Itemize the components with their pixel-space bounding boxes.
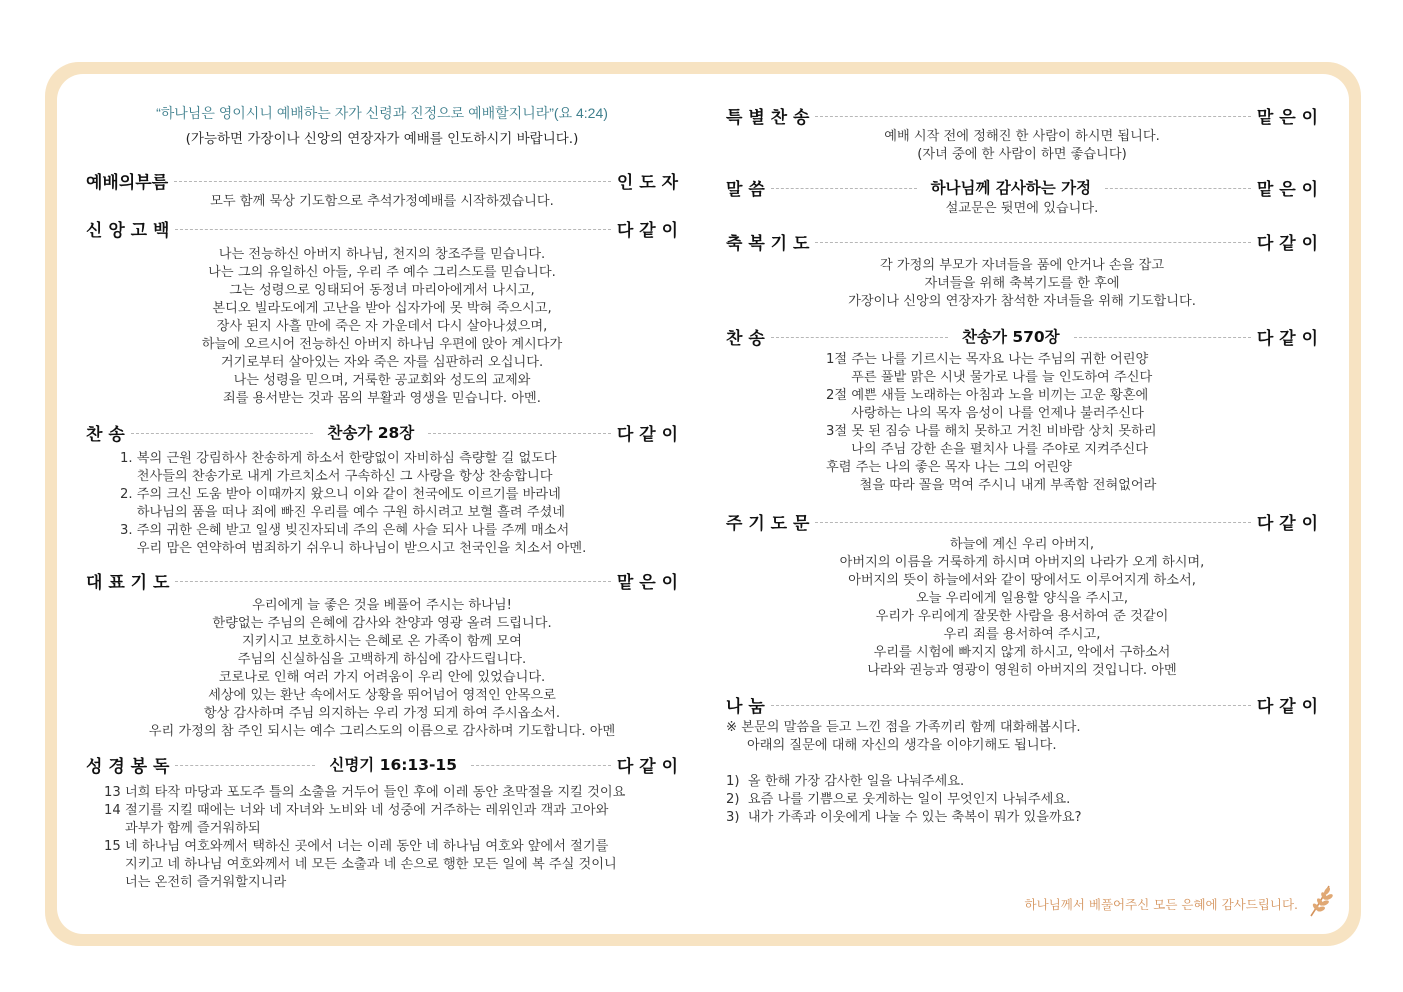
leader-note: (가능하면 가장이나 신앙의 연장자가 예배를 인도하시기 바랍니다.) — [185, 131, 579, 147]
text-line: 1) 올 한해 가장 감사한 일을 나눠주세요. — [726, 774, 965, 789]
hymn-lyrics — [826, 351, 1403, 495]
divider — [1074, 337, 1251, 338]
text-line: 2) 요즘 나를 기쁨으로 웃게하는 일이 무엇인지 나눠주세요. — [726, 792, 1071, 807]
scripture-quote: “하나님은 영이시니 예배하는 자가 신령과 진정으로 예배할지니라”(요 4:24) — [156, 105, 608, 121]
text-line: 3절 못 된 짐승 나를 해치 못하고 거친 비바람 상치 못하리 — [826, 424, 1157, 439]
section-role: 다 같 이 — [1256, 233, 1318, 254]
section-label: 대 표 기 도 — [86, 572, 170, 593]
section-role: 다 같 이 — [616, 424, 679, 445]
text-line: 오늘 우리에게 일용할 양식을 주시고, — [915, 591, 1129, 606]
wheat-icon — [1305, 882, 1335, 918]
text-line: 후렴 주는 나의 좋은 목자 나는 그의 어린양 — [826, 460, 1072, 475]
section-creed — [86, 216, 678, 240]
section-hymn-570 — [726, 324, 1318, 348]
text-line: 우리 죄를 용서하여 주시고, — [943, 627, 1101, 642]
section-sharing — [726, 692, 1318, 716]
text-line: 본디오 빌라도에게 고난을 받아 십자가에 못 박혀 죽으시고, — [212, 301, 552, 316]
text-line: 우리를 시험에 빠지지 않게 하시고, 악에서 구하소서 — [873, 645, 1171, 660]
section-role: 다 같 이 — [1256, 328, 1318, 349]
text-line: 나는 성령을 믿으며, 거룩한 공교회와 성도의 교제와 — [233, 373, 531, 388]
text-line: 가장이나 신앙의 연장자가 참석한 자녀들을 위해 기도합니다. — [848, 294, 1196, 309]
text-line: 우리가 우리에게 잘못한 사람을 용서하여 준 것같이 — [875, 609, 1169, 624]
text-line: 세상에 있는 환난 속에서도 상황을 뛰어넘어 영적인 안목으로 — [208, 688, 556, 703]
divider — [174, 181, 611, 182]
hymn-title: 찬송가 570장 — [954, 325, 1068, 347]
divider — [815, 116, 1250, 117]
divider — [175, 229, 610, 230]
text-line: 1절 주는 나를 기르시는 목자요 나는 주님의 귀한 어린양 — [826, 352, 1149, 367]
section-label: 찬 송 — [86, 424, 125, 445]
text-line: 사랑하는 나의 목자 음성이 나를 언제나 불러주신다 — [826, 406, 1144, 421]
section-label: 찬 송 — [726, 328, 765, 349]
text-line: 코로나로 인해 여러 가지 어려움이 우리 안에 있었습니다. — [218, 670, 546, 685]
section-role: 맡 은 이 — [1256, 179, 1318, 200]
creed-text — [86, 246, 678, 408]
section-role: 다 같 이 — [616, 220, 678, 241]
section-label: 축 복 기 도 — [726, 233, 810, 254]
section-role: 맡 은 이 — [1256, 107, 1318, 128]
text-line: 2. 주의 크신 도움 받아 이때까지 왔으니 이와 같이 천국에도 이르기를 바라네 — [120, 487, 561, 502]
text-line: 아버지의 이름을 거룩하게 하시며 아버지의 나라가 오게 하시며, — [839, 555, 1205, 570]
section-role: 인 도 자 — [616, 172, 678, 193]
divider — [175, 765, 315, 766]
section-role: 다 같 이 — [616, 756, 679, 777]
section-role: 맡 은 이 — [616, 572, 678, 593]
text-line: 3) 내가 가족과 이웃에게 나눌 수 있는 축복이 뭐가 있을까요? — [726, 810, 1082, 825]
divider — [175, 581, 610, 582]
special-music-text — [726, 128, 1318, 164]
divider — [131, 433, 314, 434]
text-line: 한량없는 주님의 은혜에 감사와 찬양과 영광 올려 드립니다. — [212, 616, 552, 631]
text-line: 죄를 용서받는 것과 몸의 부활과 영생을 믿습니다. 아멘. — [223, 391, 541, 406]
text-line: 하늘에 오르시어 전능하신 아버지 하나님 우편에 앉아 계시다가 — [201, 337, 563, 352]
section-label: 주 기 도 문 — [726, 513, 810, 534]
text-line: 우리 가정의 참 주인 되시는 예수 그리스도의 이름으로 감사하며 기도합니다. 아멘 — [148, 724, 616, 739]
divider — [815, 522, 1250, 523]
text-line: 예배 시작 전에 정해진 한 사람이 하시면 됩니다. — [884, 129, 1160, 144]
divider — [428, 433, 611, 434]
sermon-note: 설교문은 뒷면에 있습니다. — [945, 201, 1099, 216]
text-line: 아래의 질문에 대해 자신의 생각을 이야기해도 됩니다. — [726, 738, 1057, 753]
sermon-title: 하나님께 감사하는 가정 — [923, 176, 1100, 198]
text-line: 13 너희 타작 마당과 포도주 틀의 소출을 거두어 들인 후에 이레 동안 초막절을 지킬 것이요 — [104, 785, 626, 800]
section-sermon — [726, 175, 1318, 199]
section-role: 다 같 이 — [1256, 696, 1318, 717]
text-line: 천사들의 찬송가로 내게 가르치소서 구속하신 그 사랑을 항상 찬송합니다 — [120, 469, 553, 484]
text-line: 각 가정의 부모가 자녀들을 품에 안거나 손을 잡고 — [879, 258, 1165, 273]
text-line: 3. 주의 귀한 은혜 받고 일생 빚진자되네 주의 은혜 사슬 되사 나를 주께 매소서 — [120, 523, 570, 538]
section-label: 말 씀 — [726, 179, 765, 200]
blessing-text — [726, 257, 1318, 311]
text-line: 아버지의 뜻이 하늘에서와 같이 땅에서도 이루어지게 하소서, — [848, 573, 1196, 588]
text-line: 우리 맘은 연약하여 범죄하기 쉬우니 하나님이 받으시고 천국인을 치소서 아멘. — [120, 541, 587, 556]
section-scripture-reading — [86, 752, 678, 776]
text-line: 거기로부터 살아있는 자와 죽은 자를 심판하러 오십니다. — [220, 355, 544, 370]
divider — [471, 765, 611, 766]
footer-thanks: 하나님께서 베풀어주신 모든 은혜에 감사드립니다. — [1024, 897, 1298, 912]
text-line: 1. 복의 근원 강림하사 찬송하게 하소서 한량없이 자비하심 측량할 길 없도다 — [120, 451, 557, 466]
section-representative-prayer — [86, 568, 678, 592]
text-line: 푸른 풀밭 맑은 시냇 물가로 나를 늘 인도하여 주신다 — [826, 370, 1153, 385]
section-label: 성 경 봉 독 — [86, 756, 170, 777]
text-line: 과부가 함께 즐거워하되 — [104, 821, 261, 836]
text-line — [726, 755, 1318, 773]
text-line: 나는 전능하신 아버지 하나님, 천지의 창조주를 믿습니다. — [218, 247, 546, 262]
prayer-text — [86, 597, 678, 741]
divider — [771, 705, 1251, 706]
divider — [815, 242, 1250, 243]
scripture-text — [104, 784, 696, 892]
text-line: 2절 예쁜 새들 노래하는 아침과 노을 비끼는 고운 황혼에 — [826, 388, 1149, 403]
text-line: 철을 따라 꼴을 먹여 주시니 내게 부족함 전혀없어라 — [826, 478, 1157, 493]
text-line: 15 네 하나님 여호와께서 택하신 곳에서 너는 이레 동안 네 하나님 여호와 앞에서 절기를 — [104, 839, 609, 854]
hymn-lyrics — [120, 450, 712, 558]
text-line: 그는 성령으로 잉태되어 동정녀 마리아에게서 나시고, — [229, 283, 535, 298]
text-line: 주님의 신실하심을 고백하게 하심에 감사드립니다. — [237, 652, 527, 667]
section-label: 나 눔 — [726, 696, 765, 717]
text-line: 나의 주님 강한 손을 펼치사 나를 주야로 지켜주신다 — [826, 442, 1149, 457]
section-special-music — [726, 103, 1318, 127]
text-line: (자녀 중에 한 사람이 하면 좋습니다) — [917, 147, 1127, 162]
call-text: 모두 함께 묵상 기도함으로 추석가정예배를 시작하겠습니다. — [210, 194, 554, 209]
lords-prayer-text — [726, 536, 1318, 680]
hymn-title: 찬송가 28장 — [319, 421, 422, 443]
text-line: 하늘에 계신 우리 아버지, — [949, 537, 1095, 552]
text-line: 나라와 권능과 영광이 영원히 아버지의 것입니다. 아멘 — [867, 663, 1177, 678]
text-line: 14 절기를 지킬 때에는 너와 네 자녀와 노비와 네 성중에 거주하는 레위인과 객과 고아와 — [104, 803, 609, 818]
text-line: ※ 본문의 말씀을 듣고 느낀 점을 가족끼리 함께 대화해봅시다. — [726, 720, 1081, 735]
section-label: 특 별 찬 송 — [726, 107, 810, 128]
section-role: 다 같 이 — [1256, 513, 1318, 534]
sharing-text — [726, 719, 1318, 827]
divider — [771, 188, 917, 189]
section-label: 신 앙 고 백 — [86, 220, 170, 241]
text-line: 하나님의 품을 떠나 죄에 빠진 우리를 예수 구원 하시려고 보혈 흘려 주셨네 — [120, 505, 566, 520]
text-line: 나는 그의 유일하신 아들, 우리 주 예수 그리스도를 믿습니다. — [208, 265, 556, 280]
text-line: 지키시고 보호하시는 은혜로 온 가족이 함께 모여 — [242, 634, 522, 649]
section-blessing-prayer — [726, 229, 1318, 253]
text-line: 우리에게 늘 좋은 것을 베풀어 주시는 하나님! — [252, 598, 512, 613]
text-line: 자녀들을 위해 축복기도를 한 후에 — [924, 276, 1120, 291]
text-line: 장사 된지 사흘 만에 죽은 자 가운데서 다시 살아나셨으며, — [216, 319, 548, 334]
section-hymn — [86, 420, 678, 444]
text-line: 항상 감사하며 주님 의지하는 우리 가정 되게 하여 주시옵소서. — [203, 706, 561, 721]
divider — [771, 337, 948, 338]
divider — [1105, 188, 1251, 189]
section-label: 예배의부름 — [86, 172, 169, 193]
section-call-to-worship — [86, 168, 678, 192]
text-line: 너는 온전히 즐거워할지니라 — [104, 875, 287, 890]
section-lords-prayer — [726, 509, 1318, 533]
text-line: 지키고 네 하나님 여호와께서 네 모든 소출과 네 손으로 행한 모든 일에 복 주실 것이니 — [104, 857, 617, 872]
scripture-reference: 신명기 16:13-15 — [321, 753, 465, 775]
